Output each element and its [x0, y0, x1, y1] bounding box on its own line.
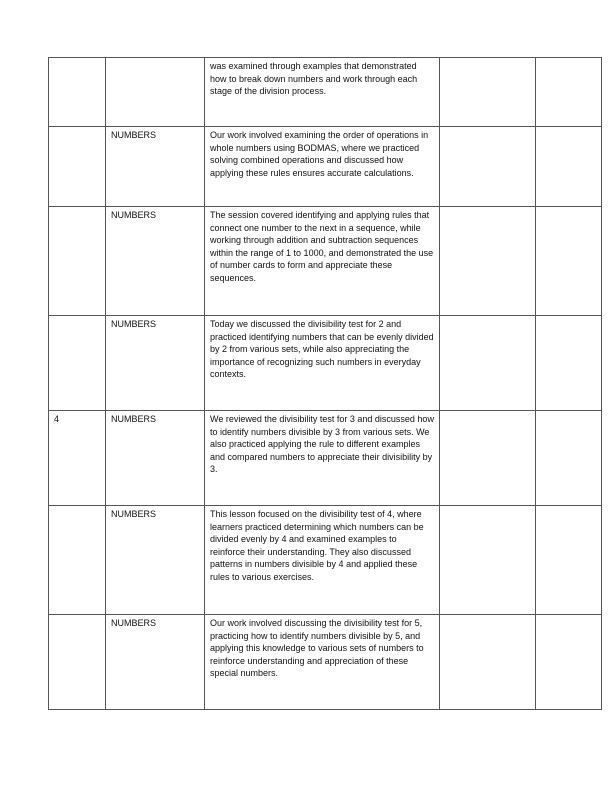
notes-text: was examined through examples that demonstrated how to break down numbers and work through each stage of the division process.: [210, 61, 418, 97]
table-row: [49, 316, 602, 411]
week-cell: [49, 506, 106, 615]
notes-cell: [205, 615, 440, 710]
table-row: [49, 615, 602, 710]
strand-cell: NUMBERS: [106, 615, 205, 710]
strand-cell: NUMBERS: [106, 207, 205, 316]
week-cell: 4: [49, 411, 106, 506]
empty-cell: [536, 615, 602, 710]
notes-text: Our work involved examining the order of operations in whole numbers using BODMAS, where we practiced solving combined operations and discussed how applying these rules ensures accurate calculations.: [210, 130, 429, 178]
notes-text: We reviewed the divisibility test for 3 and discussed how to identify numbers divisible by 3 from various sets. We also practiced applying the rule to different examples and compared numbers to appreciate their divisibility by 3.: [210, 414, 434, 475]
empty-cell: [536, 411, 602, 506]
empty-cell: [440, 506, 536, 615]
empty-cell: [440, 411, 536, 506]
strand-cell: NUMBERS: [106, 127, 205, 207]
table-row: [49, 127, 602, 207]
table-row: [49, 411, 602, 506]
lesson-notes-table: [48, 57, 602, 710]
notes-cell: [205, 207, 440, 316]
empty-cell: [536, 127, 602, 207]
notes-cell: [205, 127, 440, 207]
empty-cell: [440, 58, 536, 127]
notes-text: This lesson focused on the divisibility test of 4, where learners practiced determining which numbers can be divided evenly by 4 and examined examples to reinforce their understanding. They also discussed patterns in numbers divisible by 4 and applied these rules to various exercises.: [210, 509, 424, 582]
empty-cell: [536, 316, 602, 411]
notes-text: Today we discussed the divisibility test for 2 and practiced identifying numbers that can be evenly divided by 2 from various sets, while also appreciating the importance of recognizing such numbers in everyday contexts.: [210, 319, 434, 380]
strand-cell: NUMBERS: [106, 316, 205, 411]
empty-cell: [440, 207, 536, 316]
notes-cell: [205, 316, 440, 411]
empty-cell: [536, 207, 602, 316]
table-row: [49, 207, 602, 316]
week-cell: [49, 615, 106, 710]
table-row: [49, 58, 602, 127]
notes-text: The session covered identifying and applying rules that connect one number to the next in a sequence, while working through addition and subtraction sequences within the range of 1 to 1000, and demonstrated the use of number cards to form and appreciate these sequences.: [210, 210, 434, 283]
empty-cell: [536, 58, 602, 127]
strand-cell: [106, 58, 205, 127]
notes-cell: [205, 58, 440, 127]
empty-cell: [536, 506, 602, 615]
week-cell: [49, 127, 106, 207]
notes-cell: [205, 506, 440, 615]
week-cell: [49, 58, 106, 127]
notes-cell: [205, 411, 440, 506]
strand-cell: NUMBERS: [106, 506, 205, 615]
strand-cell: NUMBERS: [106, 411, 205, 506]
week-cell: [49, 207, 106, 316]
empty-cell: [440, 615, 536, 710]
empty-cell: [440, 127, 536, 207]
week-cell: [49, 316, 106, 411]
empty-cell: [440, 316, 536, 411]
notes-text: Our work involved discussing the divisibility test for 5, practicing how to identify numbers divisible by 5, and applying this knowledge to various sets of numbers to reinforce understanding and appreciation of these special numbers.: [210, 618, 424, 679]
table-row: [49, 506, 602, 615]
